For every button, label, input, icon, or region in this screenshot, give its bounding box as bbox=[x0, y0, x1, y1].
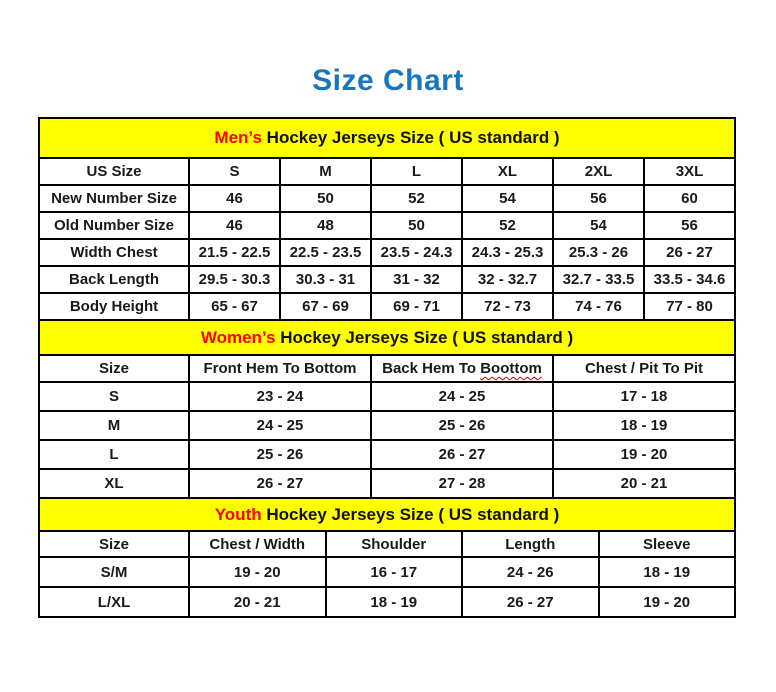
womens-header-text: Hockey Jerseys Size ( US standard ) bbox=[275, 327, 574, 347]
size-value-cell: 24 - 25 bbox=[371, 382, 553, 411]
size-value-cell: 33.5 - 34.6 bbox=[644, 266, 735, 293]
column-header: Sleeve bbox=[599, 531, 736, 557]
size-value-cell: 26 - 27 bbox=[371, 440, 553, 469]
size-value-cell: 72 - 73 bbox=[462, 293, 553, 320]
row-header: M bbox=[39, 411, 189, 440]
womens-section bbox=[38, 319, 736, 499]
table-row bbox=[39, 212, 735, 239]
row-header: Back Length bbox=[39, 266, 189, 293]
size-value-cell: 60 bbox=[644, 185, 735, 212]
size-value-cell: 54 bbox=[553, 212, 644, 239]
size-value-cell: 46 bbox=[189, 185, 280, 212]
size-value-cell: 23 - 24 bbox=[189, 382, 371, 411]
table-row bbox=[39, 185, 735, 212]
youth-header-text: Hockey Jerseys Size ( US standard ) bbox=[261, 504, 560, 524]
size-value-cell: 54 bbox=[462, 185, 553, 212]
size-value-cell: 27 - 28 bbox=[371, 469, 553, 498]
size-value-cell: 52 bbox=[462, 212, 553, 239]
size-value-cell: 69 - 71 bbox=[371, 293, 462, 320]
column-header: Chest / Pit To Pit bbox=[553, 355, 735, 382]
youth-section-header bbox=[38, 497, 736, 532]
row-header: Old Number Size bbox=[39, 212, 189, 239]
size-value-cell: 32 - 32.7 bbox=[462, 266, 553, 293]
column-header: Size bbox=[39, 531, 189, 557]
size-value-cell: 24 - 26 bbox=[462, 557, 599, 587]
column-header: US Size bbox=[39, 158, 189, 185]
column-header: L bbox=[371, 158, 462, 185]
size-value-cell: 16 - 17 bbox=[326, 557, 463, 587]
size-value-cell: 65 - 67 bbox=[189, 293, 280, 320]
size-value-cell: 19 - 20 bbox=[553, 440, 735, 469]
size-value-cell: 18 - 19 bbox=[599, 557, 736, 587]
row-header: Body Height bbox=[39, 293, 189, 320]
row-header: XL bbox=[39, 469, 189, 498]
size-value-cell: 48 bbox=[280, 212, 371, 239]
table-row bbox=[39, 239, 735, 266]
column-header: M bbox=[280, 158, 371, 185]
mens-size-table bbox=[38, 157, 736, 321]
column-header: Front Hem To Bottom bbox=[189, 355, 371, 382]
size-value-cell: 25 - 26 bbox=[189, 440, 371, 469]
row-header: S/M bbox=[39, 557, 189, 587]
table-row bbox=[39, 440, 735, 469]
size-value-cell: 26 - 27 bbox=[462, 587, 599, 617]
size-value-cell: 29.5 - 30.3 bbox=[189, 266, 280, 293]
column-header: Shoulder bbox=[326, 531, 463, 557]
size-value-cell: 56 bbox=[644, 212, 735, 239]
size-value-cell: 19 - 20 bbox=[599, 587, 736, 617]
column-header: 2XL bbox=[553, 158, 644, 185]
table-row bbox=[39, 382, 735, 411]
size-value-cell: 50 bbox=[371, 212, 462, 239]
size-value-cell: 32.7 - 33.5 bbox=[553, 266, 644, 293]
womens-highlight-label: Women’s bbox=[200, 327, 276, 347]
size-value-cell: 74 - 76 bbox=[553, 293, 644, 320]
size-value-cell: 52 bbox=[371, 185, 462, 212]
youth-section bbox=[38, 497, 736, 618]
size-value-cell: 17 - 18 bbox=[553, 382, 735, 411]
column-header-row bbox=[39, 355, 735, 382]
column-header: 3XL bbox=[644, 158, 735, 185]
mens-section-header bbox=[38, 117, 736, 159]
mens-header-text: Hockey Jerseys Size ( US standard ) bbox=[261, 128, 560, 147]
page-title: Size Chart bbox=[312, 64, 464, 97]
size-value-cell: 77 - 80 bbox=[644, 293, 735, 320]
size-value-cell: 67 - 69 bbox=[280, 293, 371, 320]
row-header: L/XL bbox=[39, 587, 189, 617]
misspelled-word: Boottom bbox=[480, 360, 542, 377]
size-value-cell: 23.5 - 24.3 bbox=[371, 239, 462, 266]
youth-highlight-label: Youth bbox=[214, 504, 262, 524]
row-header: Width Chest bbox=[39, 239, 189, 266]
size-value-cell: 18 - 19 bbox=[326, 587, 463, 617]
size-value-cell: 26 - 27 bbox=[189, 469, 371, 498]
column-header: Chest / Width bbox=[189, 531, 326, 557]
mens-highlight-label: Men’s bbox=[214, 128, 262, 147]
table-row bbox=[39, 293, 735, 320]
table-row bbox=[39, 587, 735, 617]
row-header: S bbox=[39, 382, 189, 411]
womens-section-header bbox=[38, 319, 736, 356]
column-header: Size bbox=[39, 355, 189, 382]
size-value-cell: 25.3 - 26 bbox=[553, 239, 644, 266]
size-value-cell: 31 - 32 bbox=[371, 266, 462, 293]
size-value-cell: 20 - 21 bbox=[189, 587, 326, 617]
table-row bbox=[39, 266, 735, 293]
column-header: XL bbox=[462, 158, 553, 185]
size-value-cell: 19 - 20 bbox=[189, 557, 326, 587]
table-row bbox=[39, 557, 735, 587]
size-value-cell: 56 bbox=[553, 185, 644, 212]
size-value-cell: 46 bbox=[189, 212, 280, 239]
row-header: L bbox=[39, 440, 189, 469]
size-value-cell: 22.5 - 23.5 bbox=[280, 239, 371, 266]
size-tables bbox=[38, 117, 736, 618]
column-header-row bbox=[39, 158, 735, 185]
size-value-cell: 18 - 19 bbox=[553, 411, 735, 440]
row-header: New Number Size bbox=[39, 185, 189, 212]
size-value-cell: 26 - 27 bbox=[644, 239, 735, 266]
size-value-cell: 20 - 21 bbox=[553, 469, 735, 498]
column-header-row bbox=[39, 531, 735, 557]
column-header: Back Hem To Boottom bbox=[371, 355, 553, 382]
size-value-cell: 24.3 - 25.3 bbox=[462, 239, 553, 266]
size-value-cell: 24 - 25 bbox=[189, 411, 371, 440]
table-row bbox=[39, 469, 735, 498]
youth-size-table bbox=[38, 530, 736, 618]
womens-size-table bbox=[38, 354, 736, 499]
size-value-cell: 25 - 26 bbox=[371, 411, 553, 440]
size-value-cell: 50 bbox=[280, 185, 371, 212]
table-row bbox=[39, 411, 735, 440]
size-value-cell: 30.3 - 31 bbox=[280, 266, 371, 293]
column-header: Length bbox=[462, 531, 599, 557]
size-value-cell: 21.5 - 22.5 bbox=[189, 239, 280, 266]
mens-section bbox=[38, 117, 736, 321]
column-header: S bbox=[189, 158, 280, 185]
